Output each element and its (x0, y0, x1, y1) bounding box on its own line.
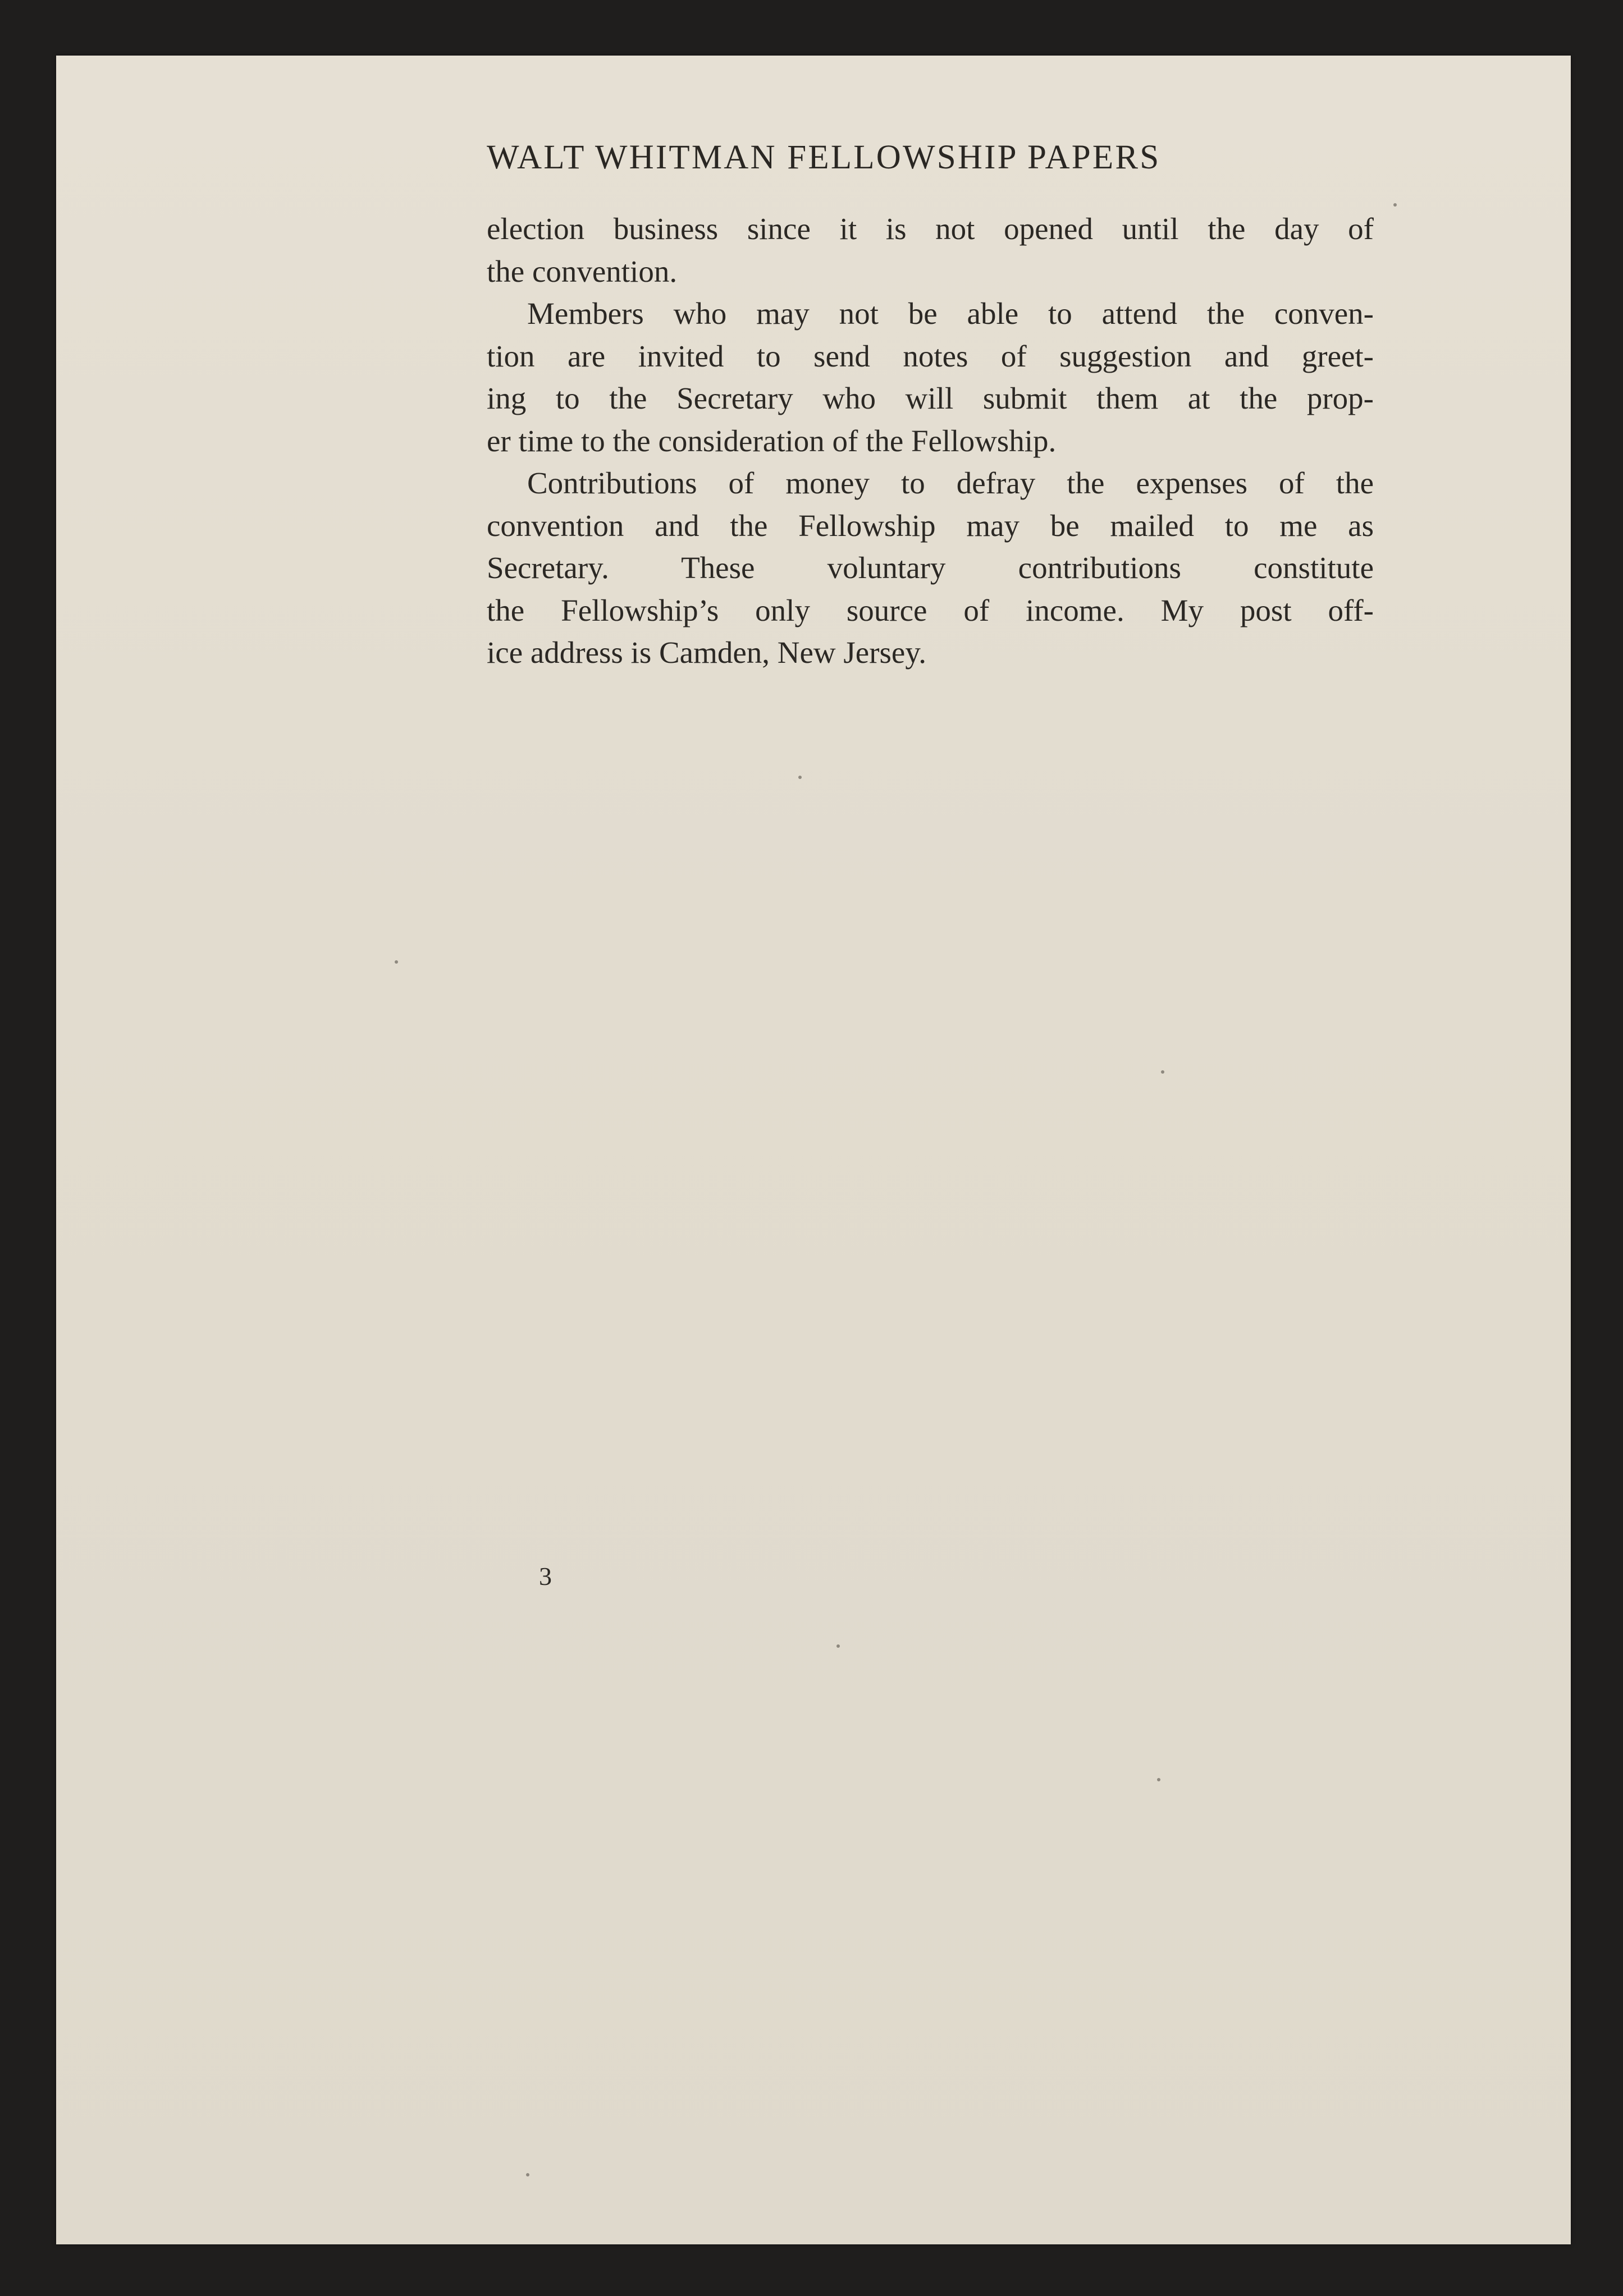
paper-speck (395, 960, 398, 964)
text-line: election business since it is not opened until the day of (487, 212, 1374, 246)
paper-speck (1161, 1070, 1164, 1074)
paper-speck (798, 776, 802, 779)
paper-speck (836, 1644, 840, 1648)
page-number: 3 (539, 1562, 552, 1591)
text-line: Contributions of money to defray the expenses of the (527, 466, 1374, 500)
paper-speck (1393, 203, 1397, 207)
paragraph-members (487, 292, 1374, 462)
paragraph-contributions (487, 462, 1374, 674)
text-line: ing to the Secretary who will submit them at the prop- (487, 381, 1374, 415)
text-line: Secretary. These voluntary contributions constitute (487, 551, 1374, 585)
paragraph-continuation (487, 208, 1374, 292)
text-line: the convention. (487, 254, 678, 288)
paper-speck (1157, 1778, 1160, 1781)
body-text (487, 208, 1374, 674)
paper-speck (526, 2173, 529, 2176)
text-line: er time to the consideration of the Fellowship. (487, 423, 1057, 458)
text-line: tion are invited to send notes of suggestion and greet- (487, 338, 1374, 373)
text-line: convention and the Fellowship may be mailed to me as (487, 508, 1374, 543)
text-line: the Fellowship’s only source of income. My post off- (487, 593, 1374, 627)
text-line: ice address is Camden, New Jersey. (487, 635, 926, 670)
running-header: WALT WHITMAN FELLOWSHIP PAPERS (487, 139, 1161, 176)
text-line: Members who may not be able to attend the conven- (527, 296, 1374, 331)
